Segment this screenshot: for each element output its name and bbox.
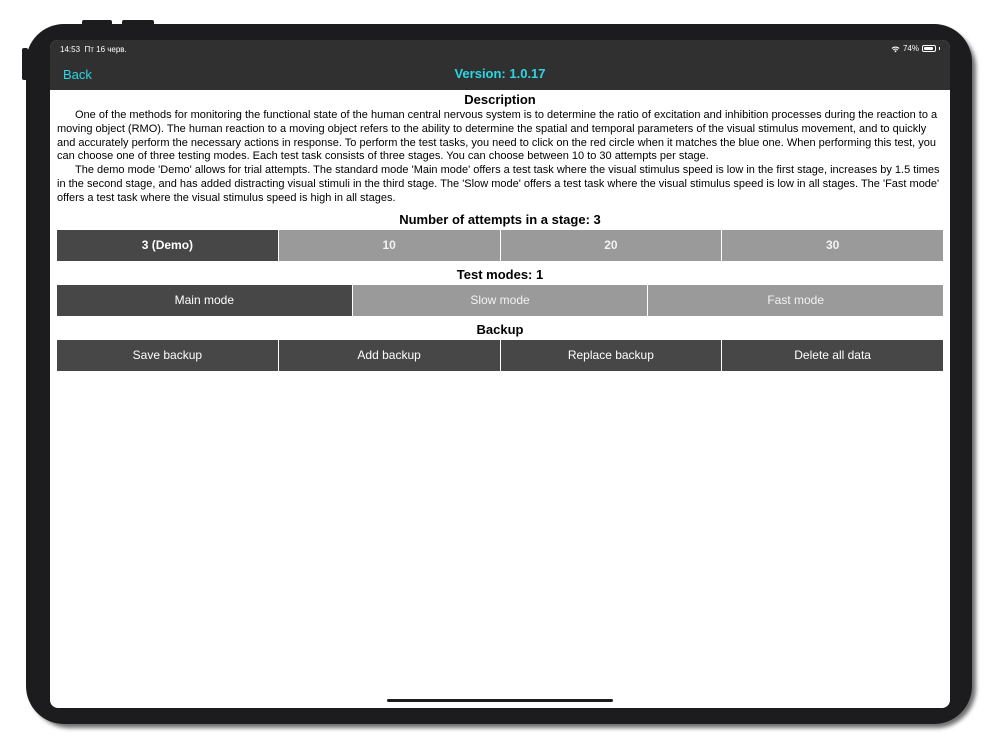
status-time: 14:53 — [60, 45, 81, 54]
mode-option-slow[interactable]: Slow mode — [353, 285, 648, 316]
settings-content — [57, 92, 943, 371]
wifi-icon — [891, 45, 900, 53]
back-button[interactable]: Back — [63, 67, 92, 82]
navigation-bar — [50, 60, 950, 90]
volume-button-top — [82, 20, 112, 26]
attempts-selector — [57, 230, 943, 261]
nav-title: Version: 1.0.17 — [454, 66, 546, 81]
mode-option-fast[interactable]: Fast mode — [648, 285, 943, 316]
battery-tip — [939, 47, 940, 50]
status-date: Пт 16 черв. — [84, 45, 127, 54]
description-title: Description — [464, 92, 536, 107]
backup-actions — [57, 340, 943, 371]
status-time-date — [60, 45, 127, 54]
battery-icon — [922, 45, 936, 52]
home-indicator[interactable] — [387, 699, 613, 702]
attempts-option-demo[interactable]: 3 (Demo) — [57, 230, 278, 261]
replace-backup-button[interactable]: Replace backup — [501, 340, 722, 371]
side-button — [22, 48, 28, 80]
status-bar — [50, 40, 950, 60]
backup-title: Backup — [476, 321, 524, 337]
attempts-option-30[interactable]: 30 — [722, 230, 943, 261]
attempts-option-20[interactable]: 20 — [501, 230, 722, 261]
attempts-option-10[interactable]: 10 — [279, 230, 500, 261]
save-backup-button[interactable]: Save backup — [57, 340, 278, 371]
battery-percent: 74% — [902, 44, 919, 53]
description-paragraph-2: The demo mode 'Demo' allows for trial attempts. The standard mode 'Main mode' offers a test task where the visual stimulus speed is low in the first stage, increases by 1.5 times in the second stage, and has added distracting visual stimuli in the third stage. The 'Slow mode' offers a test task where the visual stimulus speed is low in all stages. The 'Fast mode' offers a test task where the visual stimulus speed is high in all stages. — [57, 164, 940, 204]
delete-all-data-button[interactable]: Delete all data — [722, 340, 943, 371]
app-screen — [50, 40, 950, 708]
modes-selector — [57, 285, 943, 316]
description-paragraph-1: One of the methods for monitoring the functional state of the human central nervous system is to determine the ratio of excitation and inhibition processes during the reaction to a moving object (RMO). The human reaction to a moving object refers to the ability to determine the spatial and temporal parameters of the visual stimulus movement, and to quickly and accurately perform the necessary actions in response. To perform the test tasks, you need to click on the red circle when it matches the blue one. When performing this test, you can choose one of three testing modes. Each test task consists of three stages. You can choose between 10 to 30 attempts per stage. — [57, 109, 938, 163]
modes-title: Test modes: 1 — [456, 266, 544, 282]
status-indicators — [891, 44, 940, 53]
volume-button-second — [122, 20, 154, 26]
mode-option-main[interactable]: Main mode — [57, 285, 352, 316]
description-text — [57, 109, 943, 206]
add-backup-button[interactable]: Add backup — [279, 340, 500, 371]
attempts-title: Number of attempts in a stage: 3 — [399, 211, 601, 227]
